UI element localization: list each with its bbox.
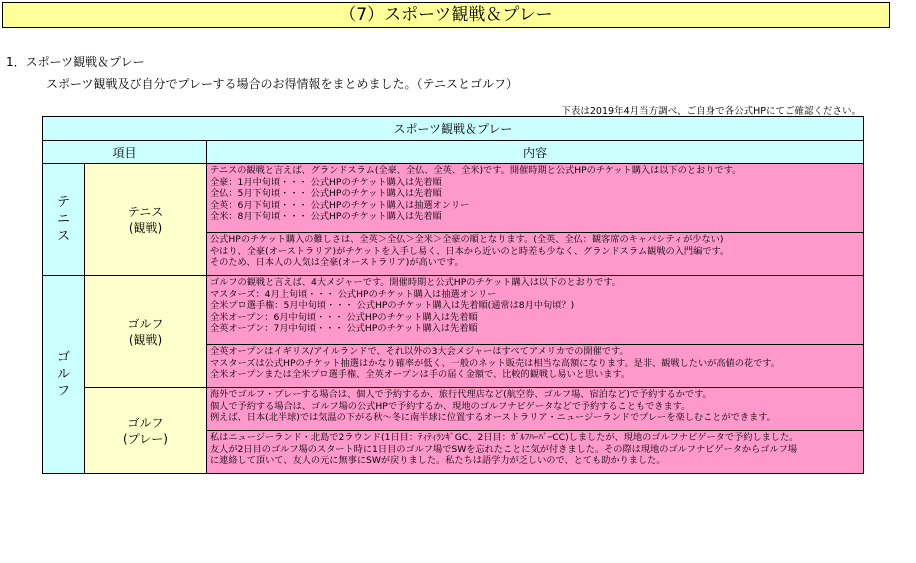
text-line: マスターズは公式HPのチケット抽選はかなり確率が低く、一般のネット販売は相当な高額になります。是非、観戦したいが高値の花です。 <box>210 357 780 369</box>
item-golf-play: ゴルフ (プレー) <box>85 388 207 474</box>
text-line: そのため、日本人の人気は全豪(オーストラリア)が高いです。 <box>210 257 464 268</box>
text-line: 全米プロ選手権：5月中旬頃・・・ 公式HPのチケット購入は先着順(通常は8月中旬頃？) <box>210 300 575 311</box>
text-line: 全米オープンまたは全米プロ選手権、全英オープンは手の届く金額で、比較的観戦し易いと思います。 <box>210 369 631 380</box>
text-line: 全英オープンはイギリス/アイルランドで、それ以外の3大会メジャーはすべてアメリカでの開催です。 <box>210 346 629 357</box>
text-line: マスターズ：4月上旬頃・・・ 公式HPのチケット購入は抽選オンリー <box>210 288 497 300</box>
text-line: に連絡して頂いて、友人の元に無事にSWが戻りました。私たちは語学力が乏しいので、とても助かりました。 <box>210 455 666 466</box>
text-line: 個人で予約する場合は、ゴルフ場の公式HPで予約するか、現地のゴルフナビゲータなどで予約することもできます。 <box>210 400 691 412</box>
text-line: やはり、全豪(オーストラリア)がチケットを入手し易く、日本から近いのと時差も少なく、グランドスラム観戦の入門編です。 <box>210 245 730 257</box>
source-note: 下表は2019年4月当方調べ、ご自身で各公式HPにてご確認ください。 <box>561 106 861 117</box>
category-golf: ゴ ル フ <box>43 276 85 474</box>
sports-table <box>42 116 864 474</box>
golf-schedule-cell <box>207 276 864 345</box>
text-line: 全仏：5月下旬頃・・・ 公式HPのチケット購入は先着順 <box>210 188 442 199</box>
tennis-notes-cell <box>207 233 864 276</box>
item-golf-watch: ゴルフ (観戦) <box>85 276 207 388</box>
golf-play-cell <box>207 388 864 431</box>
table-main-header: スポーツ観戦＆プレー <box>43 117 864 141</box>
column-header-item: 項目 <box>43 141 207 164</box>
text-line: 全豪：1月中旬頃・・・ 公式HPのチケット購入は先着順 <box>210 176 442 188</box>
item-tennis-watch: テニス (観戦) <box>85 164 207 276</box>
page-title: （7）スポーツ観戦＆プレー <box>2 2 890 28</box>
text-line: 例えば、日本(北半球)では気温の下がる秋～冬に南半球に位置するオーストラリア・ニュージーランドでプレーを楽しむことができます。 <box>210 412 776 423</box>
text-line: 友人が2日目のゴルフ場のスタート時に1日目のゴルフ場でSWを忘れたことに気が付きました。その際は現地のゴルフナビゲータからゴルフ場 <box>210 443 798 455</box>
text-line: テニスの観戦と言えば、グランドスラム(全豪、全仏、全英、全米)です。開催時期と公式HPのチケット購入は以下のとおりです。 <box>210 165 742 176</box>
intro-text: スポーツ観戦及び自分でプレーする場合のお得情報をまとめました。（テニスとゴルフ） <box>46 77 518 91</box>
text-line: 全英オープン：7月中旬頃・・・ 公式HPのチケット購入は先着順 <box>210 323 478 334</box>
text-line: 全英：6月下旬頃・・・ 公式HPのチケット購入は抽選オンリー <box>210 199 470 211</box>
text-line: 全米オープン：6月中旬頃・・・ 公式HPのチケット購入は先着順 <box>210 311 478 323</box>
text-line: 私はニュージーランド・北島で2ラウンド(1日目：ﾃｨﾃｨﾗﾝｷﾞGC、2日目：ｶﾞﾙﾌﾊｰﾊﾞｰCC)しましたが、現地のゴルフナビゲータで予約しました。 <box>210 432 799 443</box>
tennis-schedule-cell <box>207 164 864 233</box>
golf-notes-cell <box>207 345 864 388</box>
text-line: 全米：8月下旬頃・・・ 公式HPのチケット購入は先着順 <box>210 211 442 222</box>
text-line: 海外でゴルフ・プレーする場合は、個人で予約するか、旅行代理店など(航空券、ゴルフ場、宿泊など)で予約するかです。 <box>210 389 712 400</box>
text-line: 公式HPのチケット購入の難しさは、全英＞全仏＞全米＞全豪の順となります。(全英、全仏：観客席のキャパシティが少ない) <box>210 234 724 245</box>
golf-experience-cell <box>207 431 864 474</box>
text-line: ゴルフの観戦と言えば、4大メジャーです。開催時期と公式HPのチケット購入は以下のとおりです。 <box>210 277 621 288</box>
column-header-content: 内容 <box>207 141 864 164</box>
section-heading: 1．スポーツ観戦＆プレー <box>6 55 145 69</box>
category-tennis: テ ニ ス <box>43 164 85 276</box>
